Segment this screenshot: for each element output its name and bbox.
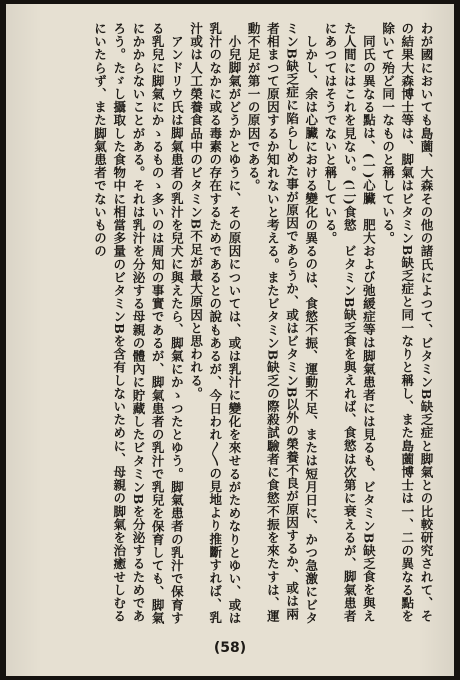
book-page <box>6 4 454 676</box>
paragraph: 小兒脚氣がどうかとゆうに、その原因については、或は乳汁に變化を來せるがためなりとゆい、或は乳汁のなかに或る毒素の存在するためであるとの說もあるが、今日われ〳〵の見地より推斷すれば、乳汁或は人工榮養食品中のビタミンB不足が最大原因と思われる。 <box>188 22 242 624</box>
paragraph: しかし、余は心臟における變化の異るのは、食慾不振、運動不足、または短月日に、かつ急激にビタミンB缺乏症に陷らしめた事が原因であらうか、或はビタミンB以外の榮養不良が原因するか、或は兩者相まつて原因するか知れないと考える。またビタミンB缺乏の際殺試驗者に食慾不振を來たすは、運動不足が第一の原因である。 <box>246 22 319 624</box>
paragraph: アンドリウ氏は脚氣患者の乳汁を兒犬に與えたら、脚氣にかゝつたとゆう。脚氣患者の乳汁で保育する乳兒に脚氣にかゝるものゝ多いのは周知の事實であるが、脚氣患者の乳汁で乳兒を保育しても、脚氣にかからないことがある。それは乳汁を分泌する母親の體內に貯藏したビタミンBを分泌するためであろう。たゞし攝取した食物中に相當多量のビタミンBを含有しないために、母親の脚氣を治癒せしむるにいたらず、また脚氣患者でないものの <box>92 22 185 625</box>
paragraph: わが國においても島薗、大森その他の諸氏によつて、ビタミンB缺乏症と脚氣との比較研究されて、その結果大森博士等は、脚氣はビタミンB缺乏症と同一なりと稱し、また島薗博士は一、二の異なる點を除いて殆ど同一なものと稱している。 <box>380 22 434 623</box>
page-number: (58) <box>213 640 247 656</box>
body-text <box>20 22 436 630</box>
paragraph: 同氏の異なる點は、(一)心臟 肥大および弛緩症等は脚氣患者には見るも、ビタミンB缺乏食を與えた人間にはこれを見ない。(二)食慾 ビタミンB缺乏食を與えれば、食慾は次第に衰えるが、脚氣患者にあつてはそうでないと稱している。 <box>322 22 377 623</box>
